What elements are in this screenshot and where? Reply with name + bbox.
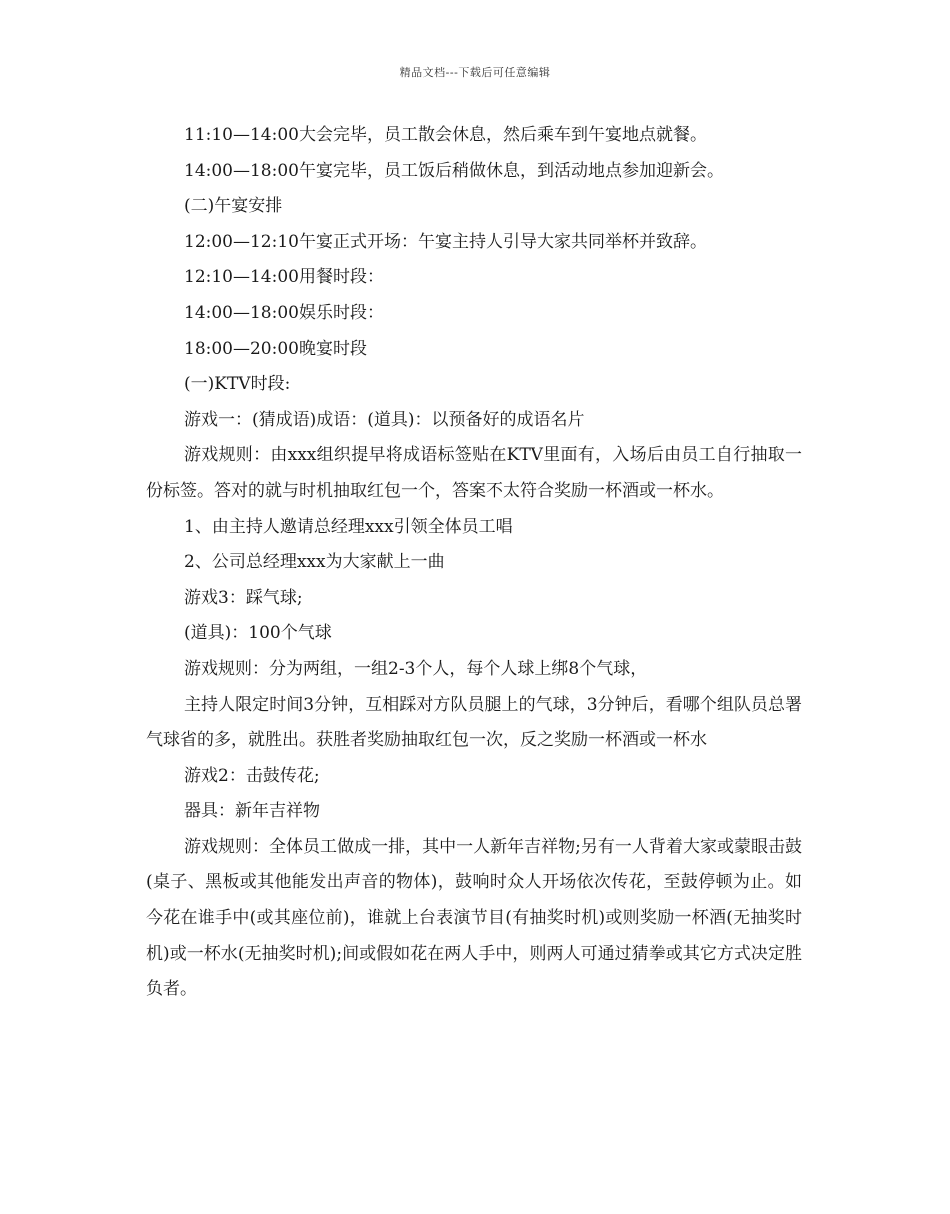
paragraph: 18:00—20:00晚宴时段: [184, 338, 367, 359]
section-heading: (一)KTV时段:: [184, 374, 291, 395]
paragraph: 2、公司总经理xxx为大家献上一曲: [184, 552, 445, 573]
paragraph: 14:00—18:00午宴完毕，员工饭后稍做休息，到活动地点参加迎新会。: [184, 160, 724, 181]
paragraph: 游戏规则：由xxx组织提早将成语标签贴在KTV里面有，入场后由员工自行抽取一份标签。答对的就与时机抽取红包一个，答案不太符合奖励一杯酒或一杯水。: [146, 445, 802, 501]
paragraph: 游戏规则：分为两组，一组2-3个人，每个人球上绑8个气球，: [184, 658, 648, 679]
paragraph: 12:10—14:00用餐时段：: [184, 267, 384, 288]
paragraph: 主持人限定时间3分钟，互相踩对方队员腿上的气球，3分钟后，看哪个组队员总署气球省的多，就胜出。获胜者奖励抽取红包一次，反之奖励一杯酒或一杯水: [146, 694, 802, 751]
paragraph: 1、由主持人邀请总经理xxx引领全体员工唱: [184, 516, 513, 537]
paragraph: 12:00—12:10午宴正式开场：午宴主持人引导大家共同举杯并致辞。: [184, 231, 707, 252]
paragraph: 14:00—18:00娱乐时段：: [184, 302, 384, 323]
paragraph: 游戏一：(猜成语)成语：(道具)：以预备好的成语名片: [184, 409, 585, 430]
paragraph: 游戏规则：全体员工做成一排，其中一人新年吉祥物;另有一人背着大家或蒙眼击鼓(桌子、黑板或其他能发出声音的物体)，鼓响时众人开场依次传花，至鼓停顿为止。如今花在谁手中(或其座位前)，谁就上台表演节目(有抽奖时机)或则奖励一杯酒(无抽奖时机)或一杯水(无抽奖时机);间或假如花在两人手中，则两人可通过猜拳或其它方式决定胜负者。: [146, 836, 802, 1000]
paragraph: (道具)：100个气球: [184, 623, 332, 644]
paragraph: 11:10—14:00大会完毕，员工散会休息，然后乘车到午宴地点就餐。: [184, 125, 707, 145]
page-header: 精品文档---下载后可任意编辑: [399, 66, 551, 79]
paragraph: 游戏3：踩气球;: [184, 587, 303, 608]
paragraph: 游戏2：击鼓传花;: [184, 765, 320, 786]
section-heading: (二)午宴安排: [184, 196, 283, 217]
document-body: [146, 118, 802, 1008]
paragraph: 器具：新年吉祥物: [184, 801, 320, 822]
